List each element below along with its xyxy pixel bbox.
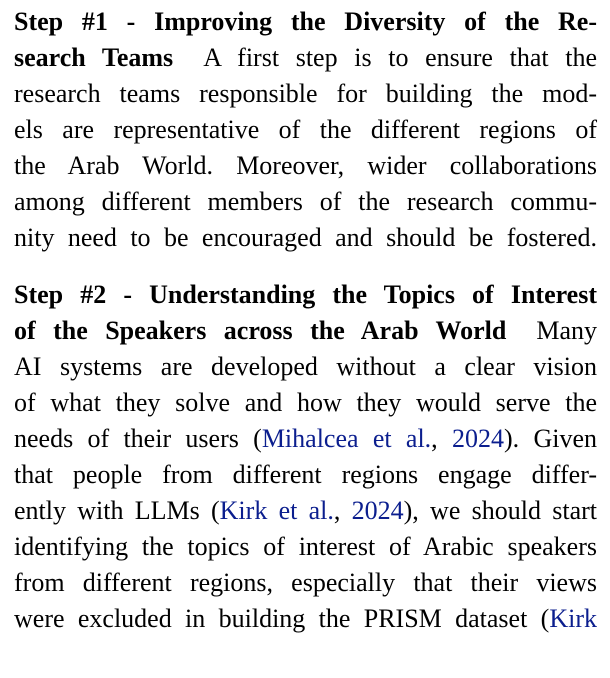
step-1-title-part-2: search Teams xyxy=(14,43,174,72)
step-2-line-10 xyxy=(14,601,597,637)
step-2-line-5-pre: needs of their users ( xyxy=(14,424,262,453)
step-2-line-1 xyxy=(14,277,597,313)
step-1-line-5: the Arab World. Moreover, wider collaborations xyxy=(14,151,597,180)
citation-kirk-authors[interactable]: Kirk et al. xyxy=(219,496,334,525)
citation-kirk-sep: , xyxy=(333,496,352,525)
step-2-line-7 xyxy=(14,493,597,529)
citation-mihalcea-authors[interactable]: Mihalcea et al. xyxy=(261,424,432,453)
step-2-title-part-1: Step #2 - Understanding the Topics of Interest xyxy=(14,280,597,309)
step-1-title-part-1: Step #1 - Improving the Diversity of the Re- xyxy=(14,7,597,36)
citation-mihalcea-sep: , xyxy=(431,424,452,453)
citation-kirk-prism-authors[interactable]: Kirk xyxy=(549,604,597,633)
step-2-line-7-pre: ently with LLMs ( xyxy=(14,496,220,525)
step-1-line-6: among different members of the research commu- xyxy=(14,187,597,216)
step-2-line-10-pre: were excluded in building the PRISM dataset ( xyxy=(14,604,550,633)
step-1-body-line-1: A first step is to ensure that the xyxy=(203,43,598,72)
step-1-line-7: nity need to be encouraged and should be fostered. xyxy=(14,223,597,252)
step-1-line-1 xyxy=(14,4,597,40)
step-2-line-4: of what they solve and how they would serve the xyxy=(14,388,597,417)
step-2-line-2 xyxy=(14,313,597,349)
paper-page xyxy=(14,4,597,637)
step-2-line-6: that people from different regions engage differ- xyxy=(14,460,597,489)
step-1-line-3: research teams responsible for building the mod- xyxy=(14,79,597,108)
step-2-body-start: Many xyxy=(536,316,597,345)
step-2-line-9: from different regions, especially that their views xyxy=(14,568,597,597)
paragraph-spacer xyxy=(14,256,597,277)
paragraph-step-2 xyxy=(14,277,597,637)
citation-kirk-year[interactable]: 2024 xyxy=(351,496,404,525)
paragraph-step-1 xyxy=(14,4,597,256)
step-1-line-2 xyxy=(14,40,597,76)
citation-mihalcea-year[interactable]: 2024 xyxy=(451,424,504,453)
step-2-line-8: identifying the topics of interest of Arabic speakers xyxy=(14,532,597,561)
step-2-line-7-post: ), we should start xyxy=(403,496,598,525)
step-2-line-5 xyxy=(14,421,597,457)
step-2-title-part-2: of the Speakers across the Arab World xyxy=(14,316,507,345)
step-2-line-5-post: ). Given xyxy=(503,424,597,453)
step-1-line-4: els are representative of the different regions of xyxy=(14,115,597,144)
step-2-line-3: AI systems are developed without a clear vision xyxy=(14,352,597,381)
